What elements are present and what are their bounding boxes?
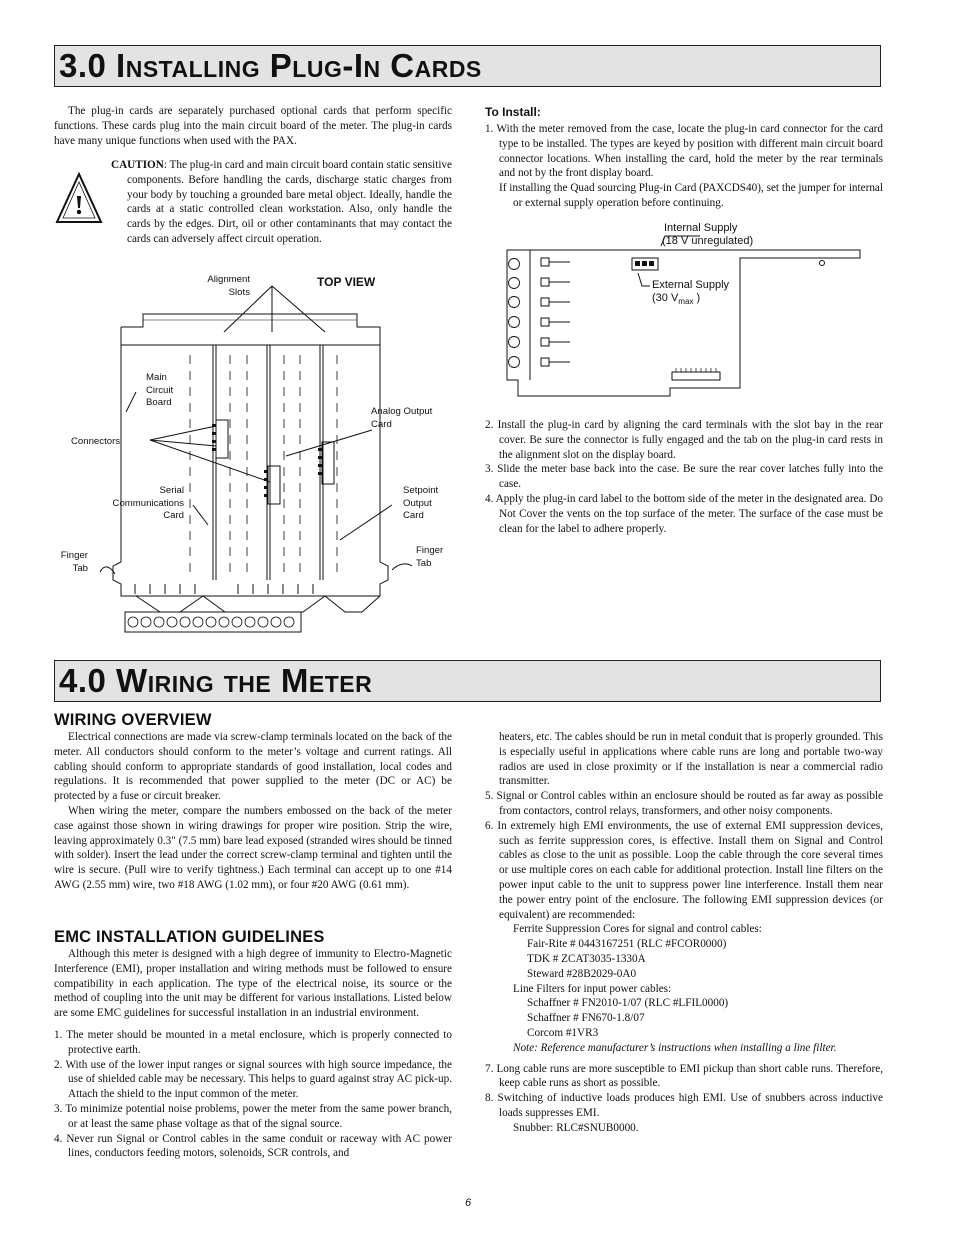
section-4-title: 4.0 Wiring the Meter bbox=[59, 662, 373, 699]
internal-supply-label: Internal Supply bbox=[664, 222, 738, 234]
page-number: 6 bbox=[464, 1197, 472, 1209]
serial-communications-card-label: Serial Communications Card bbox=[112, 485, 184, 521]
jumper-diagram bbox=[0, 0, 954, 420]
main-circuit-board-label: Main Circuit Board bbox=[146, 372, 174, 408]
connectors-label: Connectors bbox=[71, 436, 121, 447]
section-3-title: 3.0 Installing Plug-In Cards bbox=[59, 47, 482, 84]
to-install-heading: To Install: bbox=[485, 105, 541, 119]
emc-text-right: heaters, etc. The cables should be run in metal conduit that is properly grounded. This is especially useful in applications where cable runs are long and portable two-way radios are used in close proximity or if the installation is near a commercial radio transmitter. 5. Signal or Control cables within an enclosure should be routed as far away as possible from contactors, control relays, transformers, and other noisy components. 6. In extremely high EMI environments, the use of external EMI suppression devices, such as ferrite suppression cores, is effective. Install them on Signal and Control cables as close to the unit as possible. Loop the cable through the core several times or use multiple cores on each cable for additional protection. Install line filters on the power input cable to the unit to suppress power line interference. Install them near the power entry point of the enclosure. The following EMI suppression devices (or equivalent) are recommended: Ferrite Suppression Cores for signal and control cables: Fair-Rite # 0443167251 (RLC #FCOR0000) TDK # ZCAT3035-1330A Steward #28B2029-0A0 Line Filters for input power cables: Schaffner # FN2010-1/07 (RLC #LFIL0000) Schaffner # FN670-1.8/07 Corcom #1VR3 Note: Reference manufacturer’s instructions when installing a line filter. 7. Long cable runs are more susceptible to EMI pickup than short cable runs. Therefore, keep cable runs as short as possible. 8. Switching of inductive loads produces high EMI. Use of snubbers across inductive loads suppresses EMI. Snubber: RLC#SNUB0000. bbox=[485, 731, 883, 1134]
install-steps-b: 2. Install the plug-in card by aligning the card terminals with the slot bay in the rear cover. Be sure the connector is fully engaged and the tab on the plug-in card rests in the alignment slot on the display board. 3. Slide the meter base back into the case. Be sure the rear cover latches fully into the case. 4. Apply the plug-in card label to the bottom side of the meter in the designated area. Do Not Cover the vents on the top surface of the meter. The surface of the case must be clean for the label to adhere properly. bbox=[485, 419, 883, 535]
wiring-overview-text: Electrical connections are made via screw-clamp terminals located on the back of the meter. All conductors should conform to the meter’s voltage and current ratings. All cabling should conform to appropriate standards of good installation, local codes and regulations. It is recommended that power supplied to the meter (DC or AC) be protected by a fuse or circuit breaker. When wiring the meter, compare the numbers embossed on the back of the meter case against those shown in wiring drawings for proper wire position. Strip the wire, leaving approximately 0.3" (7.5 mm) bare lead exposed (stranded wires should be tinned with solder). Insert the lead under the correct screw-clamp terminal and tighten until the wire is secure. (Pull wire to verify tightness.) Each terminal can accept up to one #14 AWG (2.55 mm) wire, two #18 AWG (1.02 mm), or four #20 AWG (0.61 mm). bbox=[54, 731, 452, 891]
top-view-label: TOP VIEW bbox=[317, 275, 376, 289]
finger-tab-left-label: Finger Tab bbox=[60, 550, 88, 574]
external-supply-label: External Supply bbox=[652, 279, 730, 291]
intro-paragraph: The plug-in cards are separately purchased optional cards that perform specific functions. These cards plug into the main circuit board of the meter. The plug-in cards have many unique functions when used with the PAX. bbox=[54, 105, 452, 147]
analog-output-card-label: Analog Output Card bbox=[371, 406, 433, 430]
emc-heading: EMC INSTALLATION GUIDELINES bbox=[54, 928, 325, 946]
alignment-slots-label: Alignment Slots bbox=[207, 274, 250, 298]
caution-label: CAUTION bbox=[111, 159, 164, 171]
setpoint-output-card-label: Setpoint Output Card bbox=[403, 485, 439, 521]
internal-supply-detail: (18 V unregulated) bbox=[662, 235, 754, 247]
finger-tab-right-label: Finger Tab bbox=[416, 545, 444, 569]
install-steps-a: 1. With the meter removed from the case, locate the plug-in card connector for the card type to be installed. The types are keyed by position with different main circuit board connector locations. When installing the card, hold the meter by the rear terminals and not by the front display board. If installing the Quad sourcing Plug-in Card (PAXCDS40), set the jumper for internal or external supply operation before continuing. bbox=[485, 123, 883, 209]
wiring-overview-heading: WIRING OVERVIEW bbox=[54, 711, 212, 729]
emc-text-left: Although this meter is designed with a high degree of immunity to Electro-Magnetic Interference (EMI), proper installation and wiring methods must be followed to ensure compatibility in each application. The type of the electrical noise, its source or the method of coupling into the unit may be different for various installations. Listed below are some EMC guidelines for successful installation in an industrial environment. 1. The meter should be mounted in a metal enclosure, which is properly connected to protective earth. 2. With use of the lower input ranges or signal sources with high source impedance, the use of shielded cable may be necessary. This helps to guard against stray AC pick-up. Attach the shield to the input common of the meter. 3. To minimize potential noise problems, power the meter from the same power branch, or at least the same phase voltage as that of the signal source. 4. Never run Signal or Control cables in the same conduit or raceway with AC power lines, conductors feeding motors, solenoids, SCR controls, and bbox=[54, 948, 452, 1160]
section-4-header bbox=[54, 660, 881, 702]
external-supply-rating: (30 $V_{max}$ ) bbox=[652, 292, 701, 307]
caution-text: : The plug-in card and main circuit board contain static sensitive components. Before handling the cards, discharge static charges from your body by touching a grounded bare metal object. Ideally, handle the cards at a static controlled clean workstation. Also, only handle the cards by the edges. Dirt, oil or other contaminants that may contact the cards can adversely affect circuit operation. bbox=[127, 159, 452, 245]
